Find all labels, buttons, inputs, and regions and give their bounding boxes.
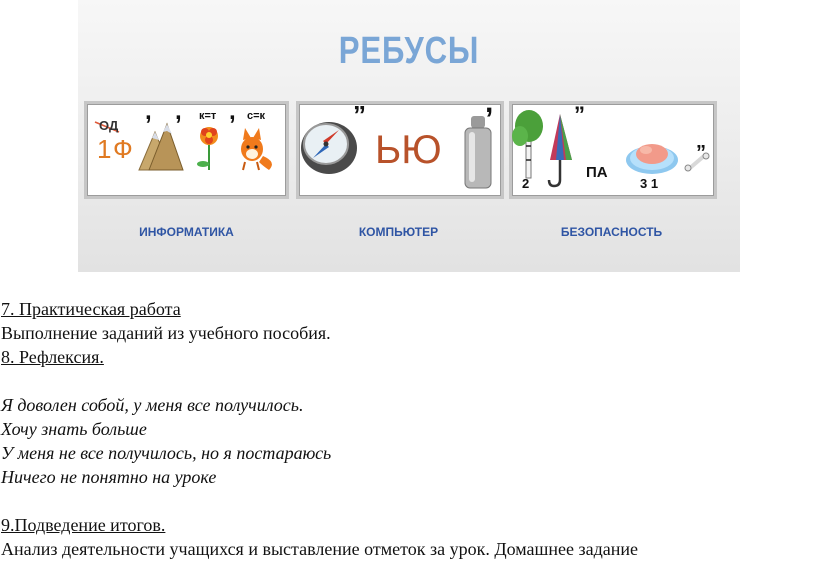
rebus-drawing-bezopasnost <box>512 104 714 196</box>
rebus-quote: ” <box>353 100 366 130</box>
rebus-letters: ЬЮ <box>375 128 442 172</box>
fox-icon <box>241 128 272 170</box>
rebus-number-2: 3 1 <box>640 176 659 191</box>
mountains-icon <box>139 124 183 170</box>
rebus-equation-1: к=т <box>199 110 217 122</box>
birch-tree-icon <box>512 110 543 178</box>
blank-line <box>1 369 811 393</box>
paragraph-tasks: Выполнение заданий из учебного пособия. <box>1 323 331 343</box>
paragraph-summary: Анализ деятельности учащихся и выставление отметок за урок. Домашнее задание <box>1 539 639 559</box>
section-heading-summary: 9.Подведение итогов. <box>1 515 166 535</box>
section-heading-reflection: 8. Рефлексия. <box>1 347 104 367</box>
rebus-panel-bezopasnost <box>509 101 717 199</box>
rebus-digit: 1 <box>97 134 112 164</box>
thermos-icon <box>465 116 491 188</box>
rebus-quote: ” <box>574 102 585 127</box>
rebus-comma: , <box>485 86 494 119</box>
reflection-option: Хочу знать больше <box>1 419 147 439</box>
rebus-caption-2: КОМПЬЮТЕР <box>358 225 439 239</box>
lesson-text <box>1 297 811 561</box>
salad-plate-icon <box>626 144 678 174</box>
slide-title: РЕБУСЫ <box>338 30 480 72</box>
reflection-option: У меня не все получилось, но я постараюсь <box>1 443 332 463</box>
reflection-option: Ничего не понятно на уроке <box>1 467 217 487</box>
rebus-number-1: 2 <box>522 176 530 191</box>
compass-icon <box>301 122 357 174</box>
rebus-caption-3: БЕЗОПАСНОСТЬ <box>560 225 663 239</box>
reflection-option: Я доволен собой, у меня все получилось. <box>1 395 304 415</box>
rebus-comma-2: , <box>175 98 182 125</box>
rebus-crossed-letters: ОД <box>99 118 119 133</box>
rebus-quote-2: ” <box>696 142 706 164</box>
rebus-letter: Ф <box>113 134 133 164</box>
blank-line <box>1 489 811 513</box>
rebus-comma-3: , <box>229 98 236 125</box>
rebus-equation-2: с=к <box>247 110 266 122</box>
flower-icon <box>197 127 218 170</box>
rebus-panel-kompyuter <box>296 86 504 199</box>
rebus-comma-1: , <box>145 98 152 125</box>
rebus-letters: ПА <box>586 164 608 181</box>
rebus-caption-1: ИНФОРМАТИКА <box>139 225 234 239</box>
rebus-panel-informatika <box>84 98 289 199</box>
umbrella-icon <box>549 114 572 186</box>
section-heading-practical: 7. Практическая работа <box>1 299 181 319</box>
